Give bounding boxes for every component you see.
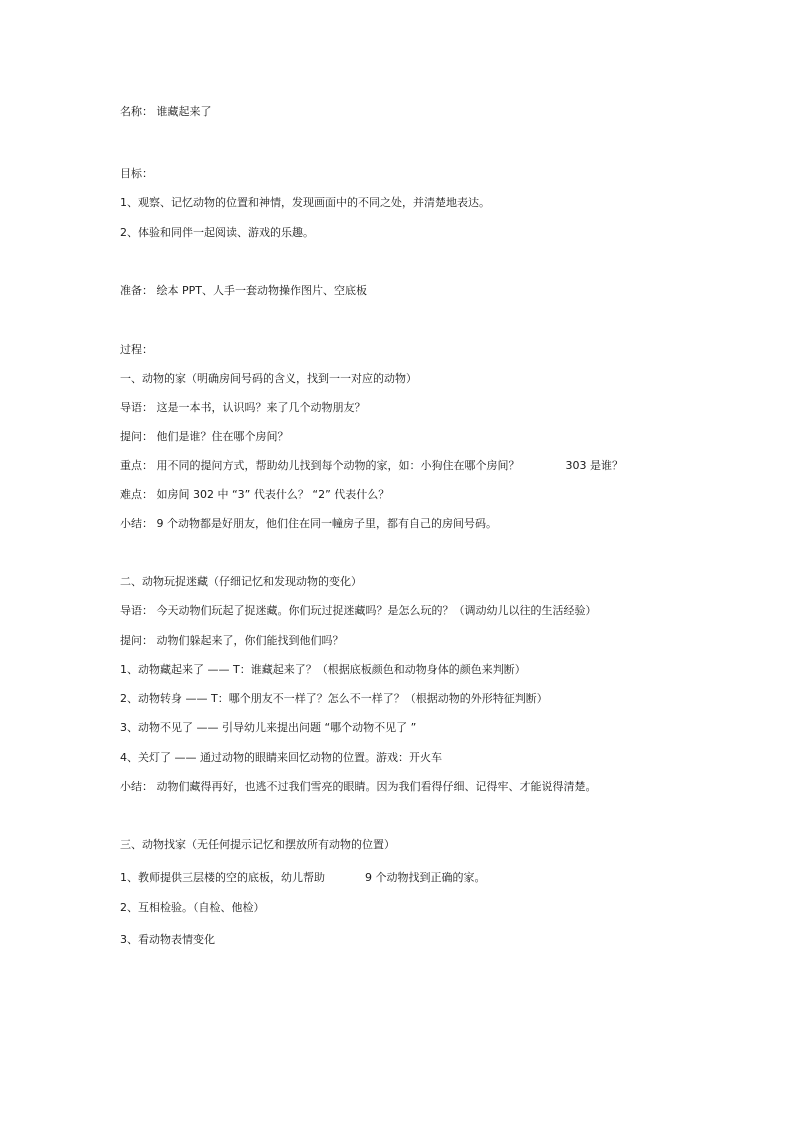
preparation: 准备： 绘本 PPT、人手一套动物操作图片、空底板 xyxy=(120,284,367,297)
activity-name: 名称： 谁藏起来了 xyxy=(120,105,212,118)
section-1-intro: 导语： 这是一本书，认识吗？来了几个动物朋友？ xyxy=(120,401,366,414)
section-2-question: 提问： 动物们躲起来了，你们能找到他们吗？ xyxy=(120,634,344,647)
section-3-item-2: 2、互相检验。（自检、他检） xyxy=(120,901,265,914)
section-1-key-point-tail: 303 是谁？ xyxy=(565,459,623,472)
section-3-item-1 xyxy=(120,871,486,885)
section-2-item-2: 2、动物转身 —— T：哪个朋友不一样了？怎么不一样了？（根据动物的外形特征判断） xyxy=(120,692,548,705)
section-3-item-3: 3、看动物表情变化 xyxy=(120,933,215,946)
goal-item-1: 1、观察、记忆动物的位置和神情，发现画面中的不同之处，并清楚地表达。 xyxy=(120,196,490,209)
section-2-item-4: 4、关灯了 —— 通过动物的眼睛来回忆动物的位置。游戏：开火车 xyxy=(120,751,442,764)
goal-heading: 目标： xyxy=(120,167,153,180)
section-1-summary: 小结： 9 个动物都是好朋友，他们住在同一幢房子里，都有自己的房间号码。 xyxy=(120,517,497,530)
section-3-item-1-text: 1、教师提供三层楼的空的底板，幼儿帮助 xyxy=(120,871,325,884)
section-3-title: 三、动物找家（无任何提示记忆和摆放所有动物的位置） xyxy=(120,838,395,851)
section-1-title: 一、动物的家（明确房间号码的含义，找到一一对应的动物） xyxy=(120,372,417,385)
process-heading: 过程： xyxy=(120,343,153,356)
section-1-key-point xyxy=(120,459,623,473)
section-2-item-1: 1、动物藏起来了 —— T：谁藏起来了？（根据底板颜色和动物身体的颜色来判断） xyxy=(120,663,526,676)
section-1-key-point-text: 重点： 用不同的提问方式，帮助幼儿找到每个动物的家，如：小狗住在哪个房间？ xyxy=(120,459,520,472)
section-1-difficulty: 难点： 如房间 302 中 “3” 代表什么？ “2” 代表什么？ xyxy=(120,488,390,501)
section-3-item-1-tail: 9 个动物找到正确的家。 xyxy=(365,871,486,884)
section-1-question: 提问： 他们是谁？住在哪个房间？ xyxy=(120,430,289,443)
section-2-intro: 导语： 今天动物们玩起了捉迷藏。你们玩过捉迷藏吗？是怎么玩的？（调动幼儿以往的生活经验） xyxy=(120,604,597,617)
goal-item-2: 2、体验和同伴一起阅读、游戏的乐趣。 xyxy=(120,226,314,239)
section-2-title: 二、动物玩捉迷藏（仔细记忆和发现动物的变化） xyxy=(120,575,362,588)
section-2-item-3: 3、动物不见了 —— 引导幼儿来提出问题 “哪个动物不见了 ” xyxy=(120,721,417,734)
section-2-summary: 小结： 动物们藏得再好，也逃不过我们雪亮的眼睛。因为我们看得仔细、记得牢、才能说得清楚。 xyxy=(120,780,597,793)
